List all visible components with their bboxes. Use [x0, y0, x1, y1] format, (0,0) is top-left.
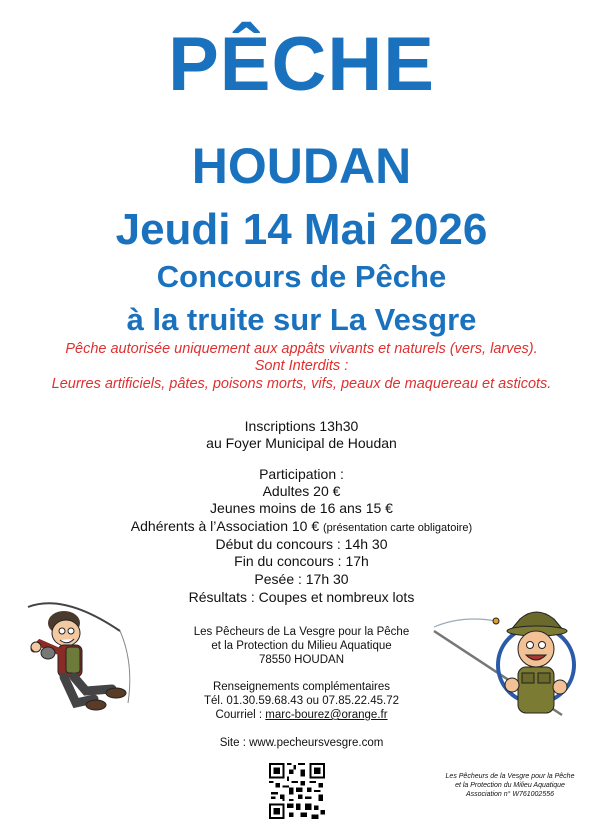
results: Résultats : Coupes et nombreux lots — [188, 589, 415, 605]
registration-place: au Foyer Municipal de Houdan — [206, 435, 397, 451]
contest-title-line1: Concours de Pêche — [156, 259, 447, 294]
organizer-line2: et la Protection du Milieu Aquatique — [211, 640, 392, 652]
contest-start: Début du concours : 14h 30 — [215, 536, 388, 552]
event-date: Jeudi 14 Mai 2026 — [115, 205, 488, 254]
town-name: HOUDAN — [191, 138, 412, 194]
flyer-title: PÊCHE — [168, 22, 435, 107]
association-line2: et la Protection du Milieu Aquatique — [455, 782, 565, 789]
rules-allowed: Pêche autorisée uniquement aux appâts vivants et naturels (vers, larves). — [65, 341, 538, 357]
cartoon-fisherman-thumbs-up-icon — [432, 603, 580, 723]
price-members — [0, 518, 603, 537]
association-line3: Association n° W761002556 — [465, 791, 555, 798]
price-youth: Jeunes moins de 16 ans 15 € — [210, 500, 393, 516]
registration-time: Inscriptions 13h30 — [244, 418, 359, 434]
rules-forbidden-list: Leurres artificiels, pâtes, poisons morts, vifs, peaux de maquereau et asticots. — [51, 376, 552, 392]
contact-heading: Renseignements complémentaires — [212, 681, 391, 693]
contest-title-line2: à la truite sur La Vesgre — [126, 302, 477, 337]
weighing-time: Pesée : 17h 30 — [254, 571, 349, 587]
association-line1: Les Pêcheurs de la Vesgre pour la Pêche — [445, 773, 575, 780]
price-members-note: (présentation carte obligatoire) — [323, 522, 473, 534]
qr-code-icon[interactable] — [269, 763, 325, 819]
contact-phone: Tél. 01.30.59.68.43 ou 07.85.22.45.72 — [203, 695, 400, 707]
contact-email-link[interactable]: marc-bourez@orange.fr — [265, 709, 388, 721]
participation-heading: Participation : — [259, 466, 344, 482]
organizer-line1: Les Pêcheurs de La Vesgre pour la Pêche — [193, 626, 410, 638]
website: Site : www.pecheursvesgre.com — [219, 737, 384, 749]
contact-email-label: Courriel : — [215, 709, 266, 721]
association-credit — [430, 772, 590, 799]
rules-forbidden-heading: Sont Interdits : — [254, 358, 349, 374]
price-members-text: Adhérents à l’Association 10 € — [130, 518, 320, 534]
organizer-line3: 78550 HOUDAN — [258, 654, 344, 666]
cartoon-fisherman-casting-icon — [24, 593, 152, 733]
price-adults: Adultes 20 € — [262, 483, 341, 499]
contest-end: Fin du concours : 17h — [234, 553, 369, 569]
